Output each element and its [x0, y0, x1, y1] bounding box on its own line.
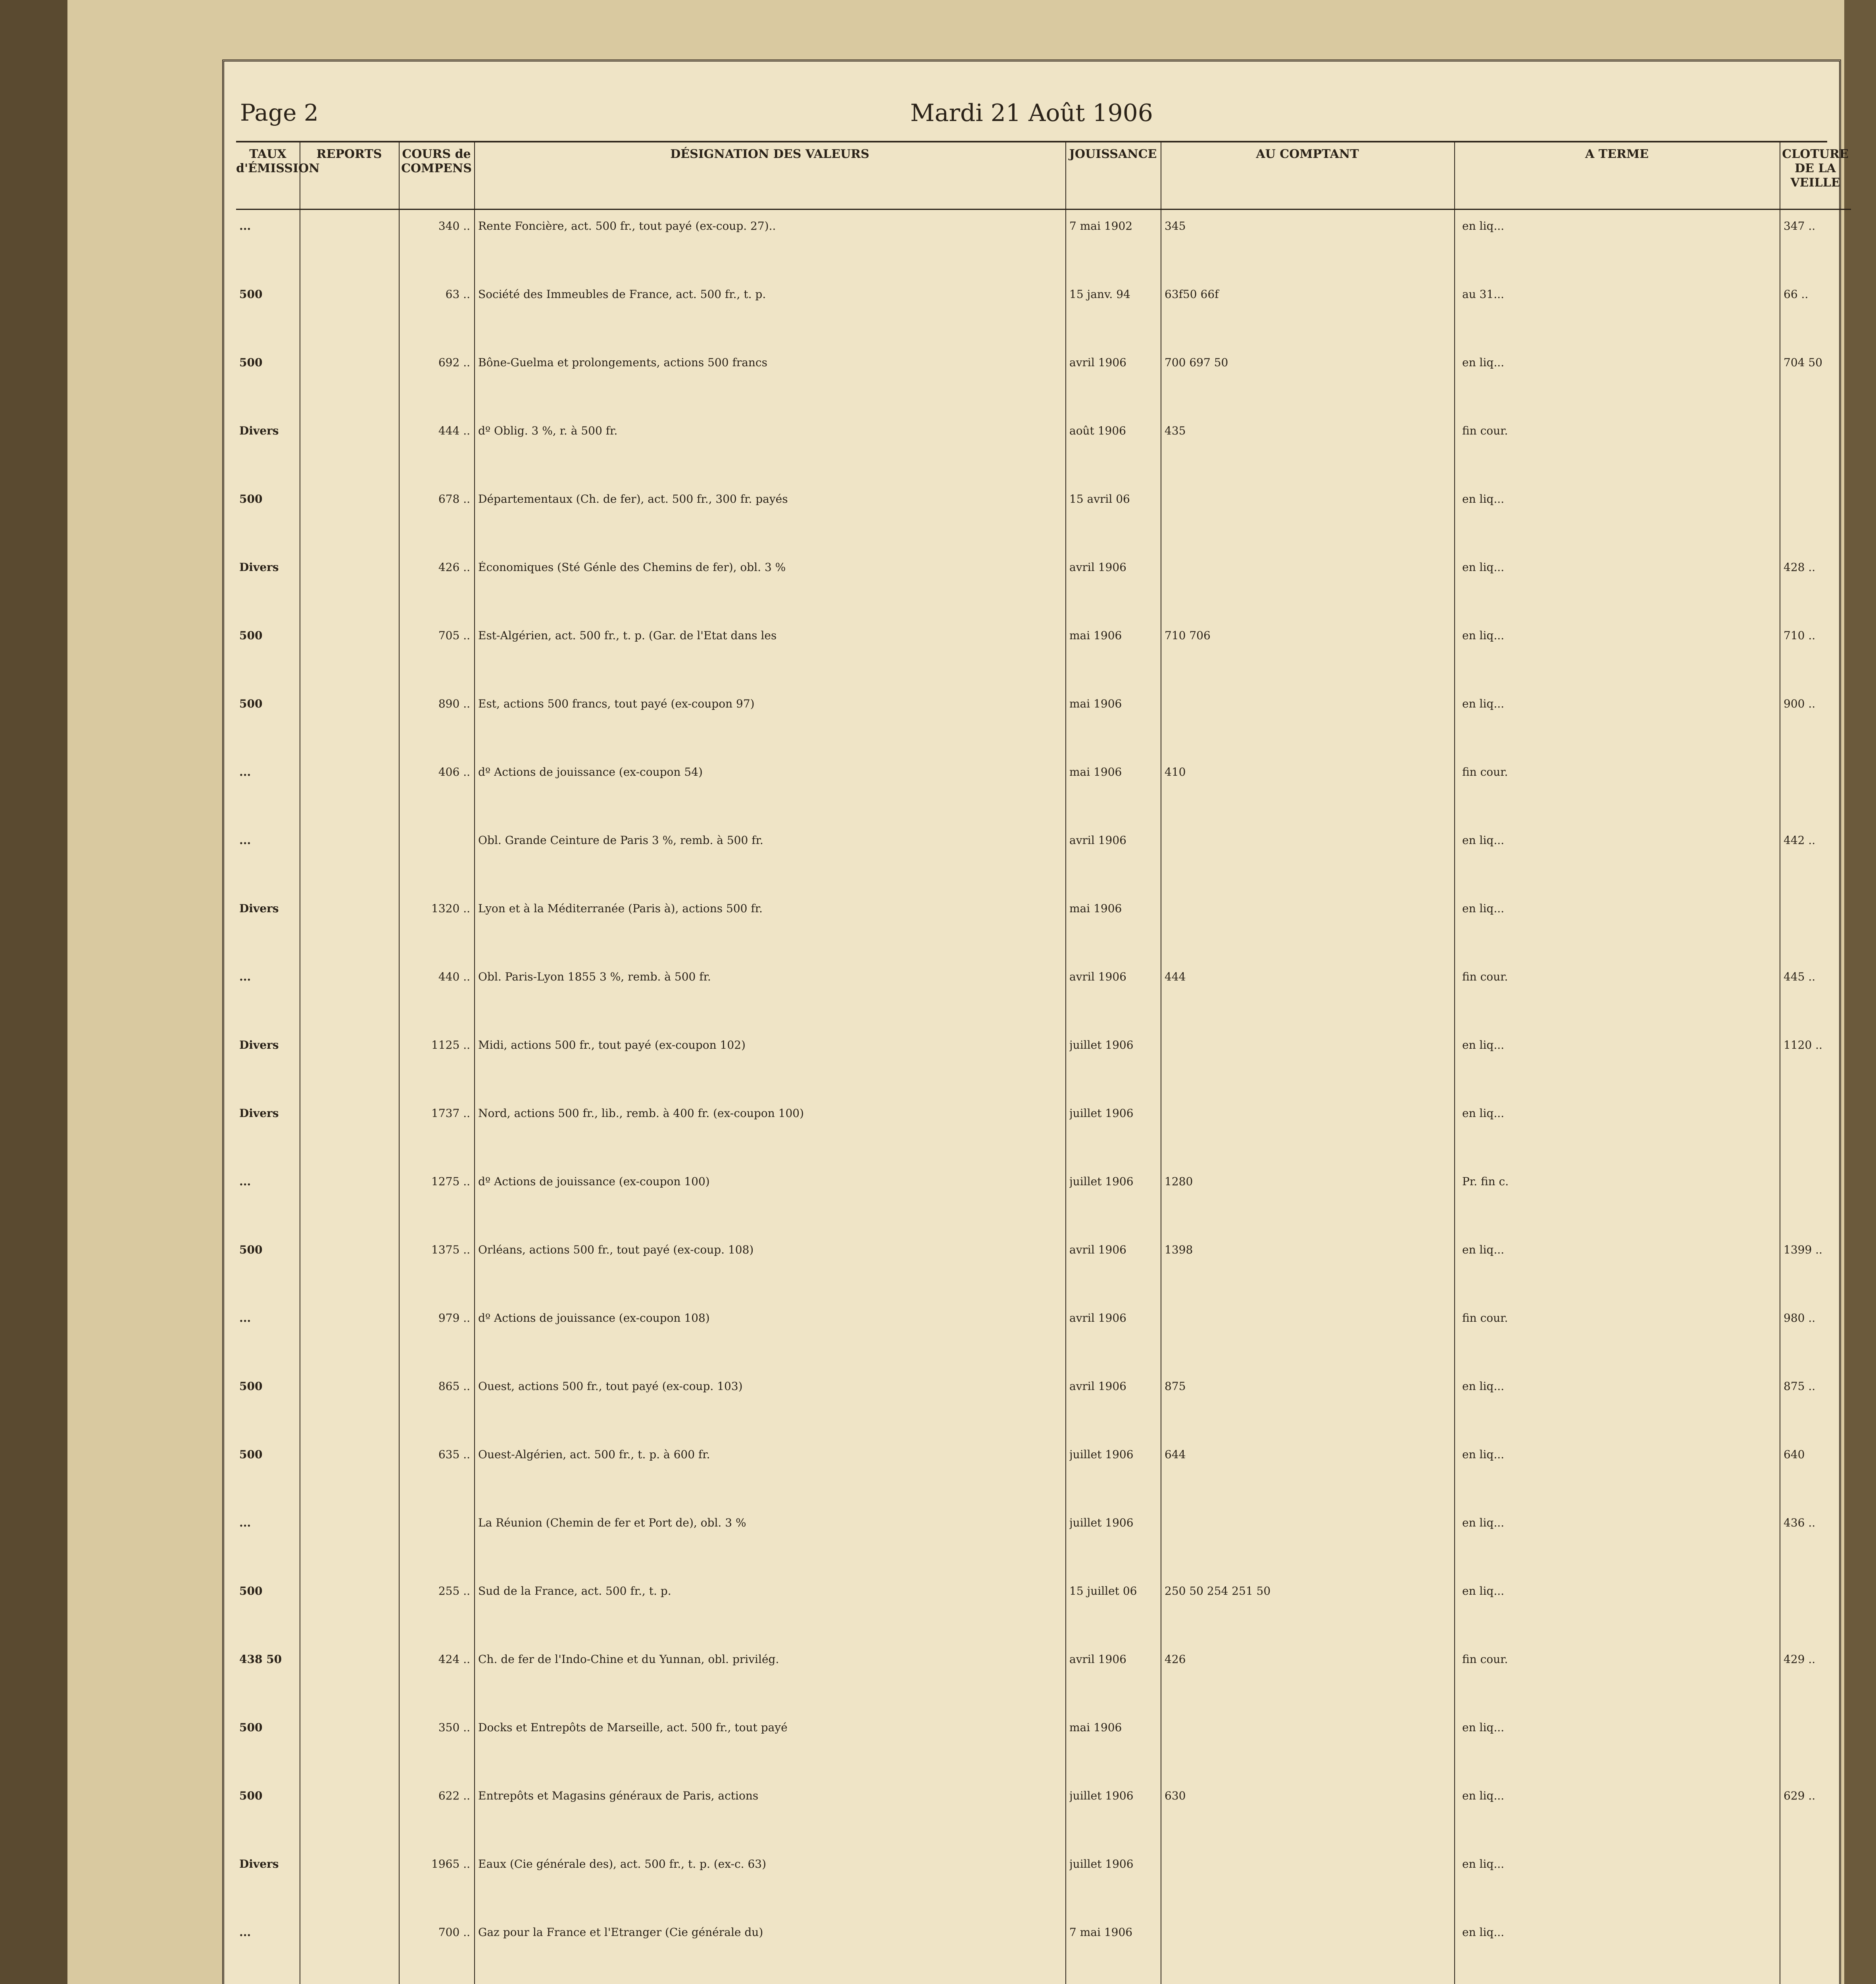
cell-desig: dº Actions de jouissance (ex-coupon 54): [478, 766, 703, 779]
cell-cours: 406 ..: [438, 766, 470, 779]
cell-jouis: juillet 1906: [1069, 1790, 1134, 1802]
cell-cours: 340 ..: [438, 220, 470, 233]
cell-desig: La Réunion (Chemin de fer et Port de), obl. 3 %: [478, 1517, 746, 1529]
cell-jouis: août 1906: [1069, 425, 1126, 437]
cell-taux: ...: [239, 834, 251, 847]
cell-cours: 424 ..: [438, 1653, 470, 1666]
cell-desig: dº Oblig. 3 %, r. à 500 fr.: [478, 425, 618, 437]
cell-comptant: 710 706: [1165, 629, 1211, 642]
cell-taux: 438 50: [239, 1653, 282, 1666]
cell-terme: fin cour.: [1462, 1312, 1508, 1325]
cell-taux: Divers: [239, 902, 279, 915]
cell-compt: 445 ..: [1784, 971, 1816, 983]
cell-jouis: 15 janv. 94: [1069, 288, 1130, 301]
cell-compt: 1399 ..: [1784, 1244, 1822, 1256]
cell-cours: 444 ..: [438, 425, 470, 437]
cell-compt: 428 ..: [1784, 561, 1816, 574]
cell-terme: en liq...: [1462, 1858, 1505, 1871]
quotations-table: [236, 141, 1849, 1984]
table-row: [236, 766, 1827, 791]
table-row: [236, 1312, 1827, 1337]
cell-desig: dº Actions de jouissance (ex-coupon 100): [478, 1175, 710, 1188]
col-cours-compens: COURS de COMPENS: [399, 142, 474, 210]
cell-comptant: 1280: [1165, 1175, 1193, 1188]
cell-desig: Orléans, actions 500 fr., tout payé (ex-coup. 108): [478, 1244, 754, 1256]
cell-cours: 63 ..: [445, 288, 470, 301]
cell-taux: 500: [239, 629, 263, 642]
cell-jouis: juillet 1906: [1069, 1858, 1134, 1871]
table-row: [236, 1585, 1827, 1610]
cell-terme: en liq...: [1462, 698, 1505, 710]
cell-terme: en liq...: [1462, 561, 1505, 574]
table-row: [236, 561, 1827, 586]
cell-terme: fin cour.: [1462, 425, 1508, 437]
cell-comptant: 410: [1165, 766, 1186, 779]
cell-desig: Gaz pour la France et l'Etranger (Cie générale du): [478, 1926, 763, 1939]
table-row: [236, 1039, 1827, 1064]
cell-jouis: juillet 1906: [1069, 1039, 1134, 1052]
cell-cours: 350 ..: [438, 1721, 470, 1734]
cell-cours: 700 ..: [438, 1926, 470, 1939]
cell-desig: Ouest-Algérien, act. 500 fr., t. p. à 600 fr.: [478, 1448, 710, 1461]
cell-jouis: avril 1906: [1069, 1244, 1126, 1256]
col-designation: DÉSIGNATION DES VALEURS: [474, 142, 1065, 210]
page-edge-right: [1844, 0, 1876, 1984]
cell-desig: Société des Immeubles de France, act. 500 fr., t. p.: [478, 288, 766, 301]
cell-terme: en liq...: [1462, 629, 1505, 642]
cell-terme: en liq...: [1462, 1107, 1505, 1120]
cell-taux: 500: [239, 288, 263, 301]
cell-jouis: avril 1906: [1069, 1312, 1126, 1325]
cell-taux: 500: [239, 698, 263, 710]
cell-desig: Eaux (Cie générale des), act. 500 fr., t. p. (ex-c. 63): [478, 1858, 767, 1871]
cell-terme: en liq...: [1462, 1039, 1505, 1052]
page-date: Mardi 21 Août 1906: [910, 99, 1153, 127]
cell-terme: en liq...: [1462, 1721, 1505, 1734]
cell-comptant: 250 50 254 251 50: [1165, 1585, 1271, 1598]
cell-jouis: avril 1906: [1069, 561, 1126, 574]
cell-cours: 705 ..: [438, 629, 470, 642]
table-row: [236, 902, 1827, 928]
cell-terme: en liq...: [1462, 356, 1505, 369]
cell-desig: Ouest, actions 500 fr., tout payé (ex-coup. 103): [478, 1380, 743, 1393]
cell-desig: Entrepôts et Magasins généraux de Paris, actions: [478, 1790, 759, 1802]
cell-desig: Sud de la France, act. 500 fr., t. p.: [478, 1585, 671, 1598]
cell-cours: 865 ..: [438, 1380, 470, 1393]
cell-terme: en liq...: [1462, 1790, 1505, 1802]
cell-desig: Lyon et à la Méditerranée (Paris à), actions 500 fr.: [478, 902, 763, 915]
table-row: [236, 1790, 1827, 1815]
cell-comptant: 435: [1165, 425, 1186, 437]
cell-comptant: 63f50 66f: [1165, 288, 1219, 301]
cell-jouis: 15 avril 06: [1069, 493, 1130, 506]
table-body: [236, 212, 1827, 1984]
table-row: [236, 1653, 1827, 1678]
cell-terme: fin cour.: [1462, 766, 1508, 779]
cell-jouis: 15 juillet 06: [1069, 1585, 1137, 1598]
cell-taux: Divers: [239, 1107, 279, 1120]
cell-taux: 500: [239, 1380, 263, 1393]
cell-cours: 1275 ..: [431, 1175, 470, 1188]
cell-cours: 1737 ..: [431, 1107, 470, 1120]
table-row: [236, 356, 1827, 382]
table-row: [236, 1448, 1827, 1474]
cell-compt: 640: [1784, 1448, 1805, 1461]
page-edge-left: [0, 0, 67, 1984]
cell-taux: ...: [239, 971, 251, 983]
table-row: [236, 1721, 1827, 1747]
cell-desig: Économiques (Sté Génle des Chemins de fer), obl. 3 %: [478, 561, 786, 574]
cell-comptant: 444: [1165, 971, 1186, 983]
cell-desig: dº Actions de jouissance (ex-coupon 108): [478, 1312, 710, 1325]
cell-terme: en liq...: [1462, 1448, 1505, 1461]
cell-cours: 1320 ..: [431, 902, 470, 915]
cell-taux: 500: [239, 1721, 263, 1734]
cell-comptant: 345: [1165, 220, 1186, 233]
cell-taux: ...: [239, 220, 251, 233]
cell-compt: 710 ..: [1784, 629, 1816, 642]
cell-jouis: avril 1906: [1069, 971, 1126, 983]
cell-jouis: avril 1906: [1069, 356, 1126, 369]
cell-taux: Divers: [239, 425, 279, 437]
cell-cours: 890 ..: [438, 698, 470, 710]
cell-cours: 1375 ..: [431, 1244, 470, 1256]
cell-cours: 678 ..: [438, 493, 470, 506]
cell-compt: 629 ..: [1784, 1790, 1816, 1802]
cell-jouis: mai 1906: [1069, 698, 1122, 710]
cell-taux: ...: [239, 1312, 251, 1325]
cell-comptant: 700 697 50: [1165, 356, 1228, 369]
table-row: [236, 1926, 1827, 1951]
cell-jouis: mai 1906: [1069, 1721, 1122, 1734]
cell-compt: 429 ..: [1784, 1653, 1816, 1666]
cell-jouis: avril 1906: [1069, 834, 1126, 847]
cell-jouis: juillet 1906: [1069, 1517, 1134, 1529]
cell-taux: 500: [239, 493, 263, 506]
col-taux: TAUX d'ÉMISSION: [236, 142, 300, 210]
cell-cours: 622 ..: [438, 1790, 470, 1802]
cell-cours: 426 ..: [438, 561, 470, 574]
cell-terme: en liq...: [1462, 834, 1505, 847]
cell-desig: Docks et Entrepôts de Marseille, act. 500 fr., tout payé: [478, 1721, 788, 1734]
cell-taux: 500: [239, 1244, 263, 1256]
cell-cours: 1965 ..: [431, 1858, 470, 1871]
table-row: [236, 1244, 1827, 1269]
page-header: [240, 99, 1823, 135]
table-row: [236, 1380, 1827, 1405]
cell-terme: au 31...: [1462, 288, 1504, 301]
table-row: [236, 1107, 1827, 1132]
col-reports: REPORTS: [300, 142, 399, 210]
cell-compt: 875 ..: [1784, 1380, 1816, 1393]
table-row: [236, 834, 1827, 859]
table-row: [236, 971, 1827, 996]
cell-terme: en liq...: [1462, 1517, 1505, 1529]
cell-desig: Obl. Paris-Lyon 1855 3 %, remb. à 500 fr.: [478, 971, 711, 983]
cell-terme: en liq...: [1462, 493, 1505, 506]
cell-desig: Midi, actions 500 fr., tout payé (ex-coupon 102): [478, 1039, 746, 1052]
cell-cours: 255 ..: [438, 1585, 470, 1598]
cell-taux: Divers: [239, 1039, 279, 1052]
cell-terme: en liq...: [1462, 1585, 1505, 1598]
newspaper-page: [222, 60, 1849, 1984]
table-row: [236, 493, 1827, 518]
cell-terme: en liq...: [1462, 902, 1505, 915]
cell-jouis: 7 mai 1902: [1069, 220, 1133, 233]
table-row: [236, 698, 1827, 723]
cell-desig: Bône-Guelma et prolongements, actions 500 francs: [478, 356, 767, 369]
cell-terme: en liq...: [1462, 220, 1505, 233]
cell-compt: 436 ..: [1784, 1517, 1816, 1529]
table-row: [236, 1517, 1827, 1542]
cell-terme: en liq...: [1462, 1244, 1505, 1256]
cell-cours: 635 ..: [438, 1448, 470, 1461]
cell-terme: fin cour.: [1462, 971, 1508, 983]
cell-taux: 500: [239, 356, 263, 369]
cell-comptant: 875: [1165, 1380, 1186, 1393]
cell-jouis: avril 1906: [1069, 1653, 1126, 1666]
cell-taux: ...: [239, 766, 251, 779]
cell-desig: Est, actions 500 francs, tout payé (ex-coupon 97): [478, 698, 755, 710]
cell-cours: 979 ..: [438, 1312, 470, 1325]
cell-jouis: juillet 1906: [1069, 1175, 1134, 1188]
cell-desig: Départementaux (Ch. de fer), act. 500 fr., 300 fr. payés: [478, 493, 788, 506]
cell-terme: en liq...: [1462, 1380, 1505, 1393]
cell-cours: 440 ..: [438, 971, 470, 983]
table-row: [236, 425, 1827, 450]
cell-jouis: avril 1906: [1069, 1380, 1126, 1393]
cell-compt: 900 ..: [1784, 698, 1816, 710]
cell-jouis: mai 1906: [1069, 766, 1122, 779]
cell-taux: Divers: [239, 561, 279, 574]
cell-taux: 500: [239, 1585, 263, 1598]
cell-jouis: 7 mai 1906: [1069, 1926, 1133, 1939]
cell-compt: 704 50: [1784, 356, 1822, 369]
col-jouissance: JOUISSANCE: [1065, 142, 1161, 210]
cell-compt: 66 ..: [1784, 288, 1809, 301]
cell-taux: 500: [239, 1790, 263, 1802]
table-row: [236, 220, 1827, 245]
table-row: [236, 1858, 1827, 1883]
cell-desig: Ch. de fer de l'Indo-Chine et du Yunnan, obl. privilég.: [478, 1653, 779, 1666]
cell-jouis: juillet 1906: [1069, 1448, 1134, 1461]
cell-desig: Rente Foncière, act. 500 fr., tout payé (ex-coup. 27)..: [478, 220, 776, 233]
cell-desig: Nord, actions 500 fr., lib., remb. à 400 fr. (ex-coupon 100): [478, 1107, 804, 1120]
cell-desig: Est-Algérien, act. 500 fr., t. p. (Gar. de l'Etat dans les: [478, 629, 777, 642]
cell-taux: ...: [239, 1517, 251, 1529]
cell-jouis: mai 1906: [1069, 902, 1122, 915]
cell-cours: 692 ..: [438, 356, 470, 369]
col-a-terme: A TERME: [1454, 142, 1780, 210]
cell-taux: ...: [239, 1926, 251, 1939]
cell-terme: en liq...: [1462, 1926, 1505, 1939]
cell-taux: Divers: [239, 1858, 279, 1871]
cell-terme: Pr. fin c.: [1462, 1175, 1509, 1188]
cell-comptant: 426: [1165, 1653, 1186, 1666]
col-cloture: CLOTURE DE LA VEILLE: [1780, 142, 1851, 210]
cell-comptant: 1398: [1165, 1244, 1193, 1256]
cell-jouis: mai 1906: [1069, 629, 1122, 642]
cell-cours: 1125 ..: [431, 1039, 470, 1052]
cell-jouis: juillet 1906: [1069, 1107, 1134, 1120]
cell-desig: Obl. Grande Ceinture de Paris 3 %, remb. à 500 fr.: [478, 834, 763, 847]
cell-taux: 500: [239, 1448, 263, 1461]
cell-comptant: 630: [1165, 1790, 1186, 1802]
table-row: [236, 1175, 1827, 1201]
col-au-comptant: AU COMPTANT: [1161, 142, 1454, 210]
table-row: [236, 288, 1827, 313]
cell-comptant: 644: [1165, 1448, 1186, 1461]
cell-compt: 980 ..: [1784, 1312, 1816, 1325]
cell-terme: fin cour.: [1462, 1653, 1508, 1666]
cell-compt: 442 ..: [1784, 834, 1816, 847]
cell-compt: 1120 ..: [1784, 1039, 1822, 1052]
table-row: [236, 629, 1827, 655]
page-number: Page 2: [240, 99, 319, 126]
cell-compt: 347 ..: [1784, 220, 1816, 233]
cell-taux: ...: [239, 1175, 251, 1188]
